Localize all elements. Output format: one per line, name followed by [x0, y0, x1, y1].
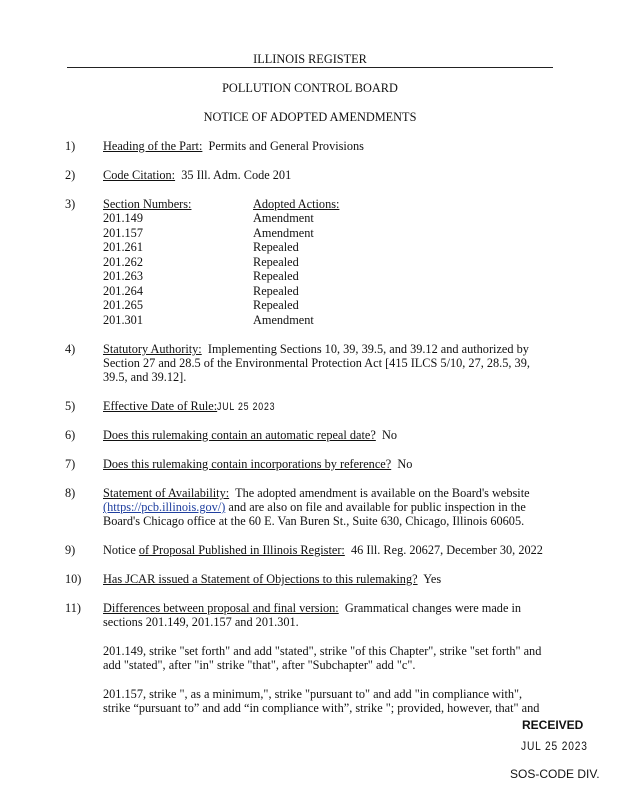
section-number: 201.263	[103, 269, 143, 283]
notice-title: NOTICE OF ADOPTED AMENDMENTS	[203, 110, 417, 124]
item-text: Permits and General Provisions	[208, 139, 364, 153]
item-repeal	[103, 428, 397, 443]
change-paragraph-line: strike “pursuant to” and add “in compliance with”, strike "; provided, however, that" and	[103, 701, 540, 715]
item-label: of Proposal Published in Illinois Register:	[138, 543, 345, 557]
item-number: 10)	[65, 572, 82, 586]
item-number: 5)	[65, 399, 76, 413]
item-text-line	[103, 500, 526, 515]
change-paragraph-line: 201.149, strike "set forth" and add "stated", strike "of this Chapter", strike "set forth" and	[103, 644, 542, 658]
change-paragraph-line: add "stated", after "in" strike "that", after "Subchapter" add "c".	[103, 658, 416, 672]
item-number: 11)	[65, 601, 81, 615]
received-date-stamp: JUL 25 2023	[521, 739, 588, 753]
item-label: Does this rulemaking contain incorporations by reference?	[103, 457, 392, 471]
section-number: 201.264	[103, 283, 143, 298]
item-label: Heading of the Part:	[103, 139, 203, 153]
section-number: 201.262	[103, 254, 143, 269]
item-text-line: 39.5, and 39.12].	[103, 370, 187, 384]
section-action: Repealed	[253, 269, 299, 283]
item-number: 9)	[65, 543, 76, 557]
item-availability	[103, 486, 530, 501]
website-link[interactable]: (https://pcb.illinois.gov/)	[103, 500, 226, 514]
item-text: Implementing Sections 10, 39, 39.5, and 39.12 and authorized by	[207, 342, 529, 356]
section-action: Repealed	[253, 298, 299, 312]
item-text-line: Board's Chicago office at the 60 E. Van Buren St., Suite 630, Chicago, Illinois 60605.	[103, 514, 525, 528]
agency-title: POLLUTION CONTROL BOARD	[222, 81, 398, 95]
item-code-citation	[103, 168, 291, 183]
item-text: No	[397, 457, 413, 471]
change-paragraph-line: 201.157, strike ", as a minimum,", strike "pursuant to" and add "in compliance with",	[103, 687, 523, 701]
adopted-actions-header: Adopted Actions:	[253, 197, 340, 211]
item-text: No	[381, 428, 398, 442]
section-action: Repealed	[253, 240, 299, 254]
section-number: 201.261	[103, 240, 143, 254]
section-numbers-header: Section Numbers:	[103, 197, 192, 211]
division-stamp: SOS-CODE DIV.	[510, 767, 600, 781]
section-action: Repealed	[253, 283, 299, 298]
item-text: The adopted amendment is available on the Board's website	[235, 486, 530, 500]
section-number: 201.301	[103, 312, 143, 327]
item-label: Code Citation:	[103, 168, 176, 182]
header-rule	[67, 67, 553, 68]
date-stamp: JUL 25 2023	[217, 401, 276, 413]
item-jcar	[103, 572, 441, 587]
item-statutory-authority	[103, 342, 529, 357]
item-label: Does this rulemaking contain an automatic repeal date?	[103, 428, 376, 442]
item-number: 7)	[65, 457, 76, 471]
item-label: Effective Date of Rule:	[103, 399, 218, 413]
item-text: 46 Ill. Reg. 20627, December 30, 2022	[350, 543, 543, 557]
section-number: 201.157	[103, 225, 143, 240]
item-text: and are also on file and available for public inspection in the	[228, 500, 526, 514]
item-number: 3)	[65, 197, 76, 211]
item-label: Statement of Availability:	[103, 486, 230, 500]
item-number: 2)	[65, 168, 76, 182]
item-label: Differences between proposal and final version:	[103, 601, 339, 615]
item-label: Statutory Authority:	[103, 342, 202, 356]
item-text-line: sections 201.149, 201.157 and 201.301.	[103, 615, 299, 629]
register-title: ILLINOIS REGISTER	[253, 52, 367, 66]
section-action: Amendment	[253, 211, 314, 225]
item-number: 1)	[65, 139, 76, 153]
item-differences	[103, 601, 521, 616]
section-action: Repealed	[253, 254, 299, 269]
item-text: 35 Ill. Adm. Code 201	[181, 168, 292, 182]
item-label: Has JCAR issued a Statement of Objections to this rulemaking?	[103, 572, 418, 586]
item-number: 8)	[65, 486, 76, 500]
item-text: Yes	[423, 572, 442, 586]
section-action: Amendment	[253, 312, 314, 327]
section-action: Amendment	[253, 225, 314, 240]
item-prefix: Notice	[103, 543, 139, 557]
item-incorporations	[103, 457, 412, 472]
item-number: 4)	[65, 342, 76, 356]
item-text-line: Section 27 and 28.5 of the Environmental Protection Act [415 ILCS 5/10, 27, 28.5, 39,	[103, 356, 530, 370]
section-number: 201.265	[103, 298, 143, 312]
item-effective-date	[103, 399, 290, 415]
item-heading	[103, 139, 364, 154]
section-number: 201.149	[103, 211, 143, 225]
received-stamp: RECEIVED	[522, 718, 584, 732]
item-text: Grammatical changes were made in	[344, 601, 522, 615]
item-notice-of-proposal	[103, 543, 543, 558]
item-number: 6)	[65, 428, 76, 442]
